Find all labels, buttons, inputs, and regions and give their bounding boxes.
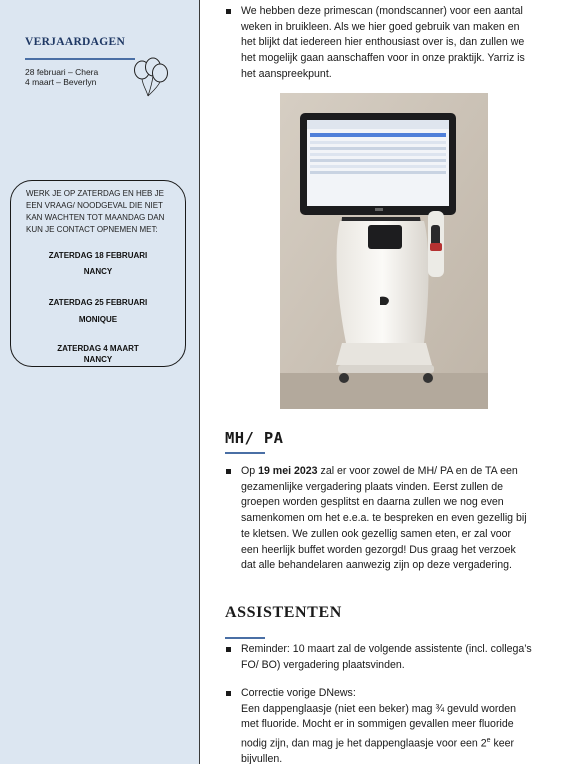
primescan-photo [280, 93, 488, 409]
screen-row [310, 141, 446, 144]
section-rule [225, 637, 265, 639]
balloons-icon [132, 56, 170, 98]
bullet-marker [226, 9, 231, 14]
sidebar [0, 0, 200, 764]
birthdays-title: VERJAARDAGEN [25, 36, 126, 48]
screen-row [310, 171, 446, 174]
screen-row [310, 165, 446, 168]
birthdays-title-rule [25, 58, 135, 60]
birthday-entry: 4 maart – Beverlyn [25, 77, 97, 87]
shift-date: ZATERDAG 18 FEBRUARI [48, 251, 148, 260]
shift-date: ZATERDAG 4 MAART [57, 344, 139, 353]
screen-row [310, 153, 446, 156]
shift-name: NANCY [83, 355, 113, 364]
shift-name: MONIQUE [78, 315, 118, 324]
meeting-date: 19 mei 2023 [258, 465, 318, 477]
bullet-marker [226, 691, 231, 696]
contact-intro: WERK JE OP ZATERDAG EN HEB JE EEN VRAAG/ NOODGEVAL DIE NIET KAN WACHTEN TOT MAANDAG DAN KUN JE CONTACT OPNEMEN MET: [26, 189, 165, 234]
scanner-illustration [280, 93, 488, 409]
screen-row [310, 159, 446, 162]
bullet-marker [226, 647, 231, 652]
bullet-marker [226, 469, 231, 474]
weekend-contact-box [10, 180, 186, 367]
section-title-mh-pa: MH/ PA [225, 429, 284, 447]
birthday-entry: 28 februari – Chera [25, 67, 99, 77]
section-title-assistenten: ASSISTENTEN [225, 604, 342, 621]
section-rule [225, 452, 265, 454]
main-content: We hebben deze primescan (mondscanner) voor een aantal weken in bruikleen. Als we hier goed gebruik van maken en het blijkt dat iedereen hier enthousiast over is, dan zullen we het mogelijk gaan aanschaffen voor in onze praktijk. Yarriz is het aanspreekpunt. MH/ PA Op 19 mei 2023 zal er voor zowel de MH/ PA en de TA een gezamenlijke vergadering plaats vinden. Eerst zullen de groepen worden gesplitst en daarna zullen we nog even samenkomen om het e.e.a. te bespreken en even gezellig bij te kletsen. We zullen ook gezellig samen eten, er zal voor een heerlijk buffet worden gezorgd! Dus graag het verzoek dat alle behandelaren aanwezig zijn op deze vergadering. ASSISTENTEN Reminder: 10 maart zal de volgende assistente (incl. collega’s FO/ BO) vergadering plaatsvinden. Correctie vorige DNews: Een dappenglaasje (niet een beker) mag ¾ gevuld worden met fluoride. Mocht er in sommigen gevallen meer fluoride nodig zijn, dan mag je het dappenglaasje voor een 2e keer bijvullen. [225, 5, 532, 764]
shift-name: NANCY [83, 267, 113, 276]
shift-date: ZATERDAG 25 FEBRUARI [48, 298, 148, 307]
screen-row [310, 147, 446, 150]
birthdays-list [25, 67, 98, 87]
